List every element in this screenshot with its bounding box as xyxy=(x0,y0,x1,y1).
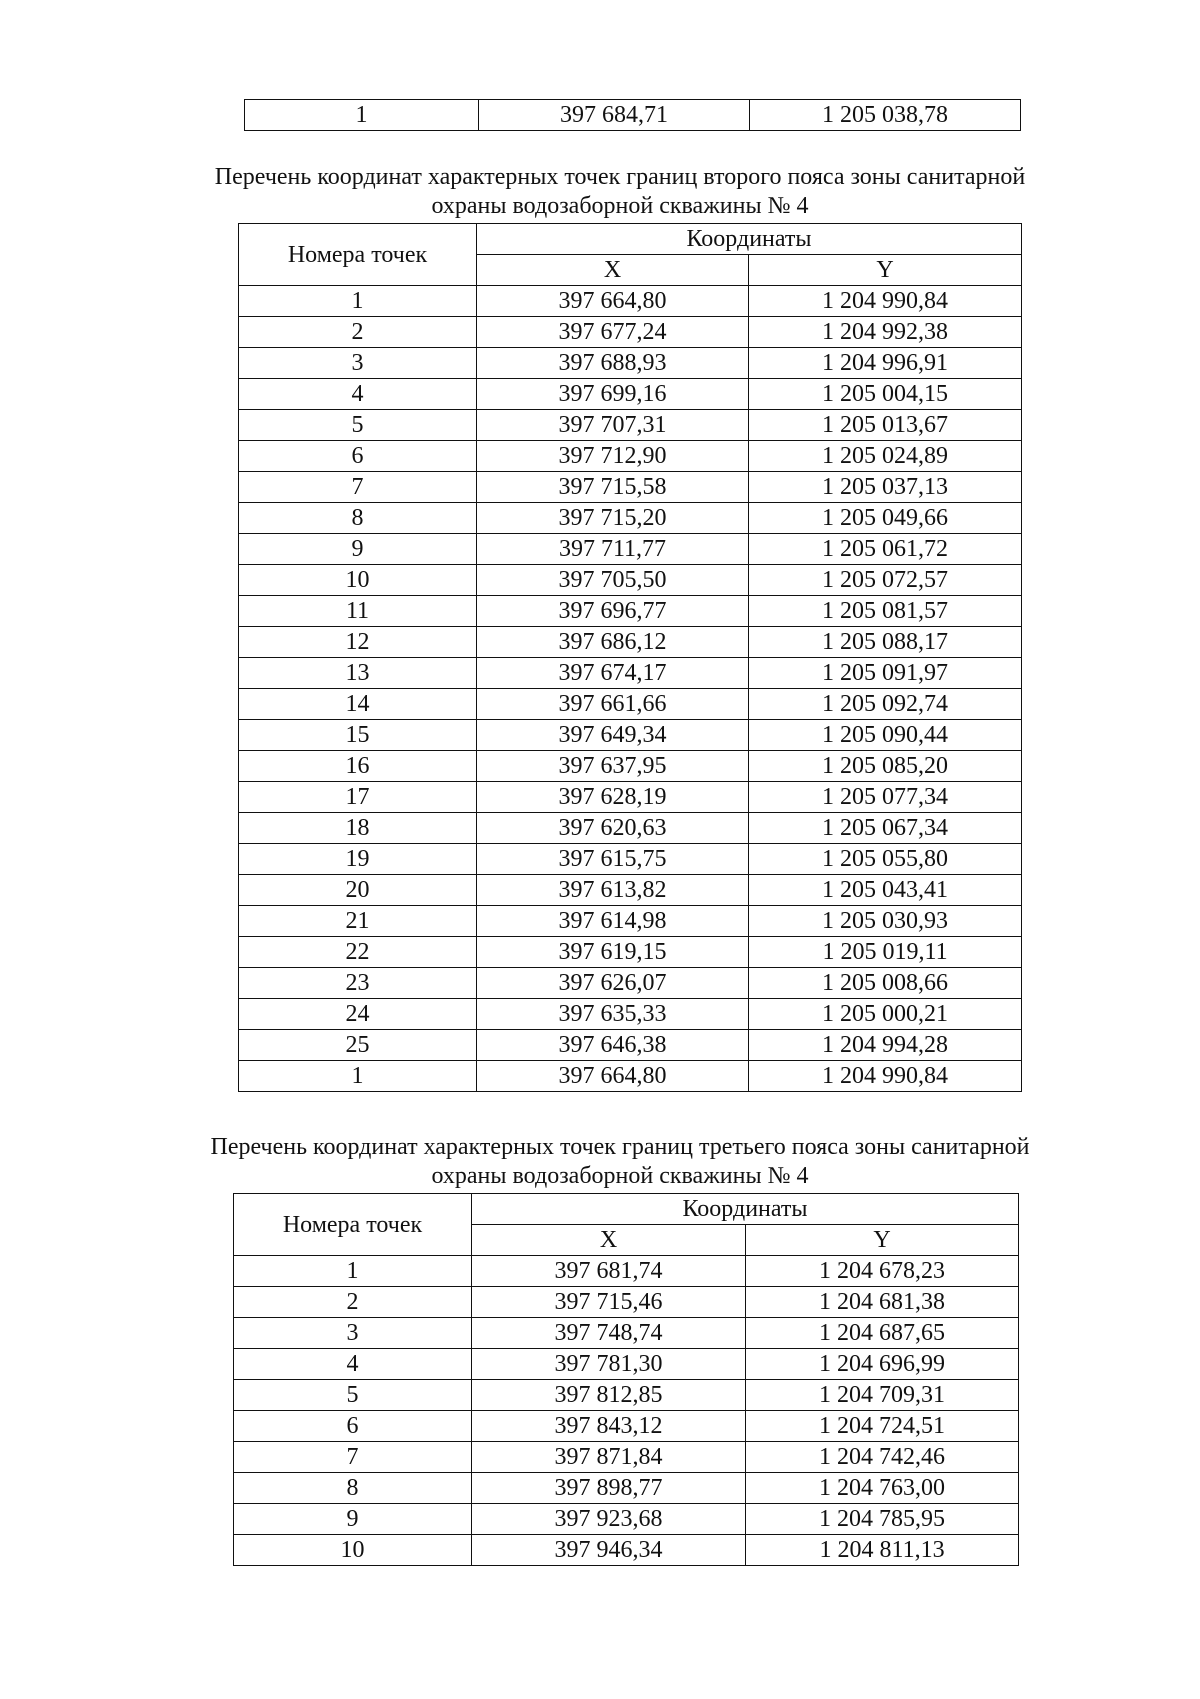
x-coordinate-cell: 397 619,15 xyxy=(477,937,749,968)
table-header xyxy=(239,224,1022,286)
table-row xyxy=(239,937,1022,968)
x-coordinate-cell: 397 635,33 xyxy=(477,999,749,1030)
x-coordinate-cell: 397 684,71 xyxy=(479,100,750,131)
header-coordinates: Координаты xyxy=(477,224,1022,255)
x-coordinate-cell: 397 615,75 xyxy=(477,844,749,875)
table-row xyxy=(239,1061,1022,1092)
table-row xyxy=(239,441,1022,472)
x-coordinate-cell: 397 646,38 xyxy=(477,1030,749,1061)
table-row xyxy=(239,844,1022,875)
y-coordinate-cell: 1 204 687,65 xyxy=(746,1318,1019,1349)
table-body xyxy=(245,100,1021,131)
point-number-cell: 4 xyxy=(239,379,477,410)
y-coordinate-cell: 1 204 785,95 xyxy=(746,1504,1019,1535)
table-row xyxy=(239,968,1022,999)
x-coordinate-cell: 397 613,82 xyxy=(477,875,749,906)
table-body xyxy=(239,286,1022,1092)
header-y: Y xyxy=(749,255,1022,286)
table-row xyxy=(234,1287,1019,1318)
x-coordinate-cell: 397 688,93 xyxy=(477,348,749,379)
point-number-cell: 18 xyxy=(239,813,477,844)
table-row xyxy=(239,596,1022,627)
section-title-third-belt xyxy=(160,1133,1080,1191)
y-coordinate-cell: 1 204 709,31 xyxy=(746,1380,1019,1411)
y-coordinate-cell: 1 205 004,15 xyxy=(749,379,1022,410)
x-coordinate-cell: 397 712,90 xyxy=(477,441,749,472)
x-coordinate-cell: 397 626,07 xyxy=(477,968,749,999)
x-coordinate-cell: 397 946,34 xyxy=(472,1535,746,1566)
point-number-cell: 19 xyxy=(239,844,477,875)
table-row xyxy=(239,627,1022,658)
point-number-cell: 11 xyxy=(239,596,477,627)
y-coordinate-cell: 1 205 013,67 xyxy=(749,410,1022,441)
point-number-cell: 25 xyxy=(239,1030,477,1061)
x-coordinate-cell: 397 711,77 xyxy=(477,534,749,565)
section-title-second-belt xyxy=(160,163,1080,221)
table-row xyxy=(239,410,1022,441)
table-row xyxy=(234,1256,1019,1287)
x-coordinate-cell: 397 677,24 xyxy=(477,317,749,348)
table-header xyxy=(234,1194,1019,1256)
x-coordinate-cell: 397 614,98 xyxy=(477,906,749,937)
point-number-cell: 21 xyxy=(239,906,477,937)
y-coordinate-cell: 1 205 067,34 xyxy=(749,813,1022,844)
point-number-cell: 2 xyxy=(234,1287,472,1318)
x-coordinate-cell: 397 649,34 xyxy=(477,720,749,751)
point-number-cell: 6 xyxy=(239,441,477,472)
x-coordinate-cell: 397 715,46 xyxy=(472,1287,746,1318)
y-coordinate-cell: 1 205 088,17 xyxy=(749,627,1022,658)
table-row xyxy=(239,1030,1022,1061)
table-row xyxy=(234,1318,1019,1349)
y-coordinate-cell: 1 204 996,91 xyxy=(749,348,1022,379)
header-points: Номера точек xyxy=(234,1194,472,1256)
x-coordinate-cell: 397 748,74 xyxy=(472,1318,746,1349)
table-row xyxy=(239,565,1022,596)
y-coordinate-cell: 1 205 043,41 xyxy=(749,875,1022,906)
table-row xyxy=(234,1535,1019,1566)
title-line-1: Перечень координат характерных точек границ второго пояса зоны санитарной xyxy=(214,164,1026,190)
table-row xyxy=(234,1380,1019,1411)
point-number-cell: 1 xyxy=(245,100,479,131)
table-row xyxy=(239,503,1022,534)
x-coordinate-cell: 397 898,77 xyxy=(472,1473,746,1504)
x-coordinate-cell: 397 715,20 xyxy=(477,503,749,534)
x-coordinate-cell: 397 699,16 xyxy=(477,379,749,410)
point-number-cell: 3 xyxy=(239,348,477,379)
x-coordinate-cell: 397 664,80 xyxy=(477,286,749,317)
y-coordinate-cell: 1 205 061,72 xyxy=(749,534,1022,565)
y-coordinate-cell: 1 205 092,74 xyxy=(749,689,1022,720)
y-coordinate-cell: 1 204 742,46 xyxy=(746,1442,1019,1473)
y-coordinate-cell: 1 205 072,57 xyxy=(749,565,1022,596)
table-row xyxy=(239,658,1022,689)
table-row xyxy=(234,1473,1019,1504)
point-number-cell: 14 xyxy=(239,689,477,720)
x-coordinate-cell: 397 620,63 xyxy=(477,813,749,844)
point-number-cell: 24 xyxy=(239,999,477,1030)
point-number-cell: 2 xyxy=(239,317,477,348)
y-coordinate-cell: 1 205 077,34 xyxy=(749,782,1022,813)
table-row xyxy=(239,751,1022,782)
point-number-cell: 7 xyxy=(234,1442,472,1473)
table-row xyxy=(245,100,1021,131)
y-coordinate-cell: 1 205 091,97 xyxy=(749,658,1022,689)
title-line-2: охраны водозаборной скважины № 4 xyxy=(431,1163,809,1189)
table-row xyxy=(239,379,1022,410)
table-row xyxy=(239,317,1022,348)
point-number-cell: 20 xyxy=(239,875,477,906)
x-coordinate-cell: 397 696,77 xyxy=(477,596,749,627)
y-coordinate-cell: 1 205 081,57 xyxy=(749,596,1022,627)
point-number-cell: 1 xyxy=(239,1061,477,1092)
point-number-cell: 8 xyxy=(239,503,477,534)
table-row xyxy=(239,534,1022,565)
header-x: X xyxy=(472,1225,746,1256)
point-number-cell: 13 xyxy=(239,658,477,689)
y-coordinate-cell: 1 205 049,66 xyxy=(749,503,1022,534)
table-row xyxy=(239,813,1022,844)
x-coordinate-cell: 397 871,84 xyxy=(472,1442,746,1473)
y-coordinate-cell: 1 204 678,23 xyxy=(746,1256,1019,1287)
title-line-2: охраны водозаборной скважины № 4 xyxy=(431,193,809,219)
table-body xyxy=(234,1256,1019,1566)
y-coordinate-cell: 1 204 763,00 xyxy=(746,1473,1019,1504)
header-points: Номера точек xyxy=(239,224,477,286)
point-number-cell: 1 xyxy=(239,286,477,317)
table-row xyxy=(239,999,1022,1030)
point-number-cell: 22 xyxy=(239,937,477,968)
header-y: Y xyxy=(746,1225,1019,1256)
coordinates-table-second-belt xyxy=(238,223,1022,1092)
x-coordinate-cell: 397 674,17 xyxy=(477,658,749,689)
y-coordinate-cell: 1 204 990,84 xyxy=(749,286,1022,317)
y-coordinate-cell: 1 205 085,20 xyxy=(749,751,1022,782)
point-number-cell: 5 xyxy=(234,1380,472,1411)
y-coordinate-cell: 1 205 030,93 xyxy=(749,906,1022,937)
x-coordinate-cell: 397 628,19 xyxy=(477,782,749,813)
y-coordinate-cell: 1 205 024,89 xyxy=(749,441,1022,472)
y-coordinate-cell: 1 205 090,44 xyxy=(749,720,1022,751)
table-row xyxy=(239,472,1022,503)
table-row xyxy=(239,348,1022,379)
y-coordinate-cell: 1 204 992,38 xyxy=(749,317,1022,348)
table-row xyxy=(234,1504,1019,1535)
x-coordinate-cell: 397 781,30 xyxy=(472,1349,746,1380)
point-number-cell: 5 xyxy=(239,410,477,441)
table-row xyxy=(234,1411,1019,1442)
table-row xyxy=(239,906,1022,937)
point-number-cell: 12 xyxy=(239,627,477,658)
table-row xyxy=(239,689,1022,720)
y-coordinate-cell: 1 204 696,99 xyxy=(746,1349,1019,1380)
header-coordinates: Координаты xyxy=(472,1194,1019,1225)
point-number-cell: 9 xyxy=(239,534,477,565)
coordinates-table-third-belt xyxy=(233,1193,1019,1566)
table-row xyxy=(239,720,1022,751)
table-row xyxy=(239,875,1022,906)
y-coordinate-cell: 1 204 811,13 xyxy=(746,1535,1019,1566)
x-coordinate-cell: 397 705,50 xyxy=(477,565,749,596)
point-number-cell: 1 xyxy=(234,1256,472,1287)
table-row xyxy=(239,286,1022,317)
x-coordinate-cell: 397 843,12 xyxy=(472,1411,746,1442)
x-coordinate-cell: 397 637,95 xyxy=(477,751,749,782)
y-coordinate-cell: 1 204 994,28 xyxy=(749,1030,1022,1061)
y-coordinate-cell: 1 205 019,11 xyxy=(749,937,1022,968)
x-coordinate-cell: 397 661,66 xyxy=(477,689,749,720)
point-number-cell: 10 xyxy=(234,1535,472,1566)
y-coordinate-cell: 1 205 038,78 xyxy=(750,100,1021,131)
x-coordinate-cell: 397 686,12 xyxy=(477,627,749,658)
point-number-cell: 16 xyxy=(239,751,477,782)
y-coordinate-cell: 1 205 055,80 xyxy=(749,844,1022,875)
x-coordinate-cell: 397 715,58 xyxy=(477,472,749,503)
table-row xyxy=(234,1442,1019,1473)
coordinates-table-continued xyxy=(244,99,1021,131)
point-number-cell: 7 xyxy=(239,472,477,503)
x-coordinate-cell: 397 923,68 xyxy=(472,1504,746,1535)
table-row xyxy=(234,1349,1019,1380)
y-coordinate-cell: 1 204 681,38 xyxy=(746,1287,1019,1318)
point-number-cell: 9 xyxy=(234,1504,472,1535)
x-coordinate-cell: 397 707,31 xyxy=(477,410,749,441)
y-coordinate-cell: 1 205 008,66 xyxy=(749,968,1022,999)
header-x: X xyxy=(477,255,749,286)
point-number-cell: 23 xyxy=(239,968,477,999)
point-number-cell: 15 xyxy=(239,720,477,751)
y-coordinate-cell: 1 205 000,21 xyxy=(749,999,1022,1030)
x-coordinate-cell: 397 681,74 xyxy=(472,1256,746,1287)
point-number-cell: 6 xyxy=(234,1411,472,1442)
y-coordinate-cell: 1 205 037,13 xyxy=(749,472,1022,503)
y-coordinate-cell: 1 204 724,51 xyxy=(746,1411,1019,1442)
x-coordinate-cell: 397 664,80 xyxy=(477,1061,749,1092)
point-number-cell: 3 xyxy=(234,1318,472,1349)
y-coordinate-cell: 1 204 990,84 xyxy=(749,1061,1022,1092)
title-line-1: Перечень координат характерных точек границ третьего пояса зоны санитарной xyxy=(210,1134,1030,1160)
point-number-cell: 17 xyxy=(239,782,477,813)
table-row xyxy=(239,782,1022,813)
point-number-cell: 4 xyxy=(234,1349,472,1380)
point-number-cell: 10 xyxy=(239,565,477,596)
point-number-cell: 8 xyxy=(234,1473,472,1504)
x-coordinate-cell: 397 812,85 xyxy=(472,1380,746,1411)
